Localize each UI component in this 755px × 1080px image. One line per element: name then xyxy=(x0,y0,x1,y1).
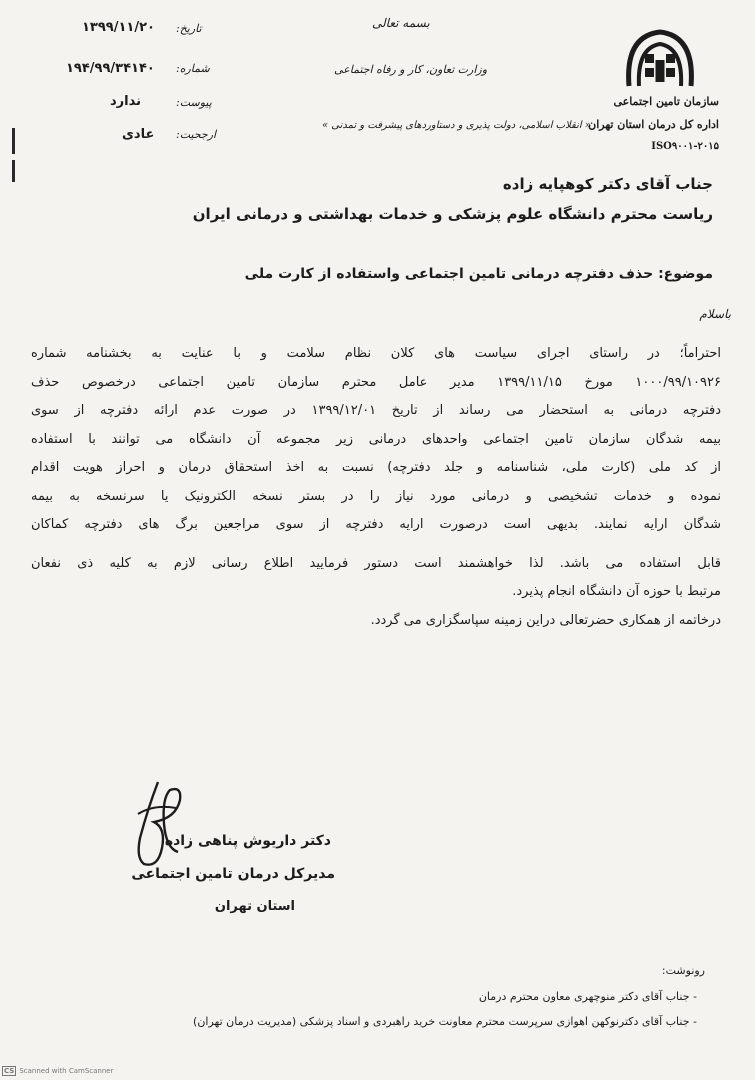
greeting: باسلام xyxy=(699,307,731,321)
scanner-watermark xyxy=(2,1066,113,1076)
body-line: بیمه شدگان سازمان تامین اجتماعی واحدهای درمانی زیر مجموعه آن دانشگاه می توانند با استفاده xyxy=(31,431,721,447)
handwritten-signature-icon xyxy=(118,778,198,874)
letter-body xyxy=(31,340,721,635)
body-line: نموده و خدمات تشخیصی و درمانی مورد نیاز را در بستر نسخه الکترونیک یا سرنسخه به بیمه xyxy=(31,488,721,504)
signatory-name: دکتر داریوش پناهی زاده xyxy=(164,833,331,849)
body-line: احتراماً؛ در راستای اجرای سیاست های کلان نظام سلامت و با عنایت به بخشنامه شماره xyxy=(31,346,721,361)
attachment-value: ندارد xyxy=(110,94,142,109)
body-line: درخاتمه از همکاری حضرتعالی دراین زمینه سپاسگزاری می گردد. xyxy=(370,612,721,628)
date-label: تاریخ: xyxy=(176,22,202,35)
priority-label: ارجحیت: xyxy=(176,128,217,141)
punch-mark xyxy=(12,128,15,154)
subject-line: موضوع: حذف دفترچه درمانی تامین اجتماعی واستفاده از کارت ملی xyxy=(244,266,713,282)
attachment-label: پیوست: xyxy=(176,96,212,109)
cc-heading: رونوشت: xyxy=(661,964,705,977)
signatory-title: مدیرکل درمان تامین اجتماعی xyxy=(131,866,335,882)
body-line: مرتبط با حوزه آن دانشگاه انجام پذیرد. xyxy=(512,584,721,599)
org-department: اداره کل درمان استان تهران xyxy=(588,118,719,131)
body-line: قابل استفاده می باشد. لذا خواهشمند است دستور فرمایید اطلاع رسانی لازم به کلیه ذی نفعان xyxy=(31,555,721,571)
addressee-title: ریاست محترم دانشگاه علوم پزشکی و خدمات بهداشتی و درمانی ایران xyxy=(192,205,713,223)
priority-value: عادی xyxy=(122,127,155,142)
addressee-name: جناب آقای دکتر کوهپایه زاده xyxy=(502,175,713,193)
number-label: شماره: xyxy=(176,62,210,75)
year-slogan: « انقلاب اسلامی، دولت پذیری و دستاوردهای پیشرفت و تمدنی » xyxy=(322,120,591,131)
org-name: سازمان تامین اجتماعی xyxy=(613,95,719,108)
number-value: ۱۹۴/۹۹/۳۴۱۴۰ xyxy=(66,61,155,76)
date-value: ۱۳۹۹/۱۱/۲۰ xyxy=(82,20,155,35)
ministry-name: وزارت تعاون، کار و رفاه اجتماعی xyxy=(334,63,488,76)
cc-item: - جناب آقای دکتر منوچهری معاون محترم درمان xyxy=(478,990,697,1003)
camscanner-icon: CS xyxy=(4,1067,15,1075)
social-security-logo-icon xyxy=(623,26,697,92)
cc-item: - جناب آقای دکترنوکهن اهوازی سرپرست محترم معاونت خرید راهبردی و اسناد پزشکی (مدیریت درمان تهران) xyxy=(193,1015,697,1028)
body-line: دفترچه درمانی به استحضار می رساند از تاریخ ۱۳۹۹/۱۲/۰۱ در صورت عدم ارائه دفترچه از سوی xyxy=(31,403,721,418)
body-line: شدگان ارایه نمایند. بدیهی است درصورت ارایه دفترچه از سوی مراجعین برگ های دفترچه کماکان xyxy=(31,517,721,532)
bismillah: بسمه تعالی xyxy=(372,16,430,30)
body-line: از کد ملی (کارت ملی، شناسنامه و جلد دفترچه) نسبت به اخذ استحقاق درمان و احراز هویت اقدام xyxy=(31,460,721,475)
body-line: ۱۰۰۰/۹۹/۱۰۹۲۶ مورخ ۱۳۹۹/۱۱/۱۵ مدیر عامل محترم سازمان تامین اجتماعی درخصوص حذف xyxy=(31,374,721,390)
scanner-text: Scanned with CamScanner xyxy=(19,1067,114,1075)
signatory-place: استان تهران xyxy=(214,899,295,914)
punch-mark xyxy=(12,160,15,182)
iso-mark: ISO۹۰۰۱-۲۰۱۵ xyxy=(651,141,719,152)
